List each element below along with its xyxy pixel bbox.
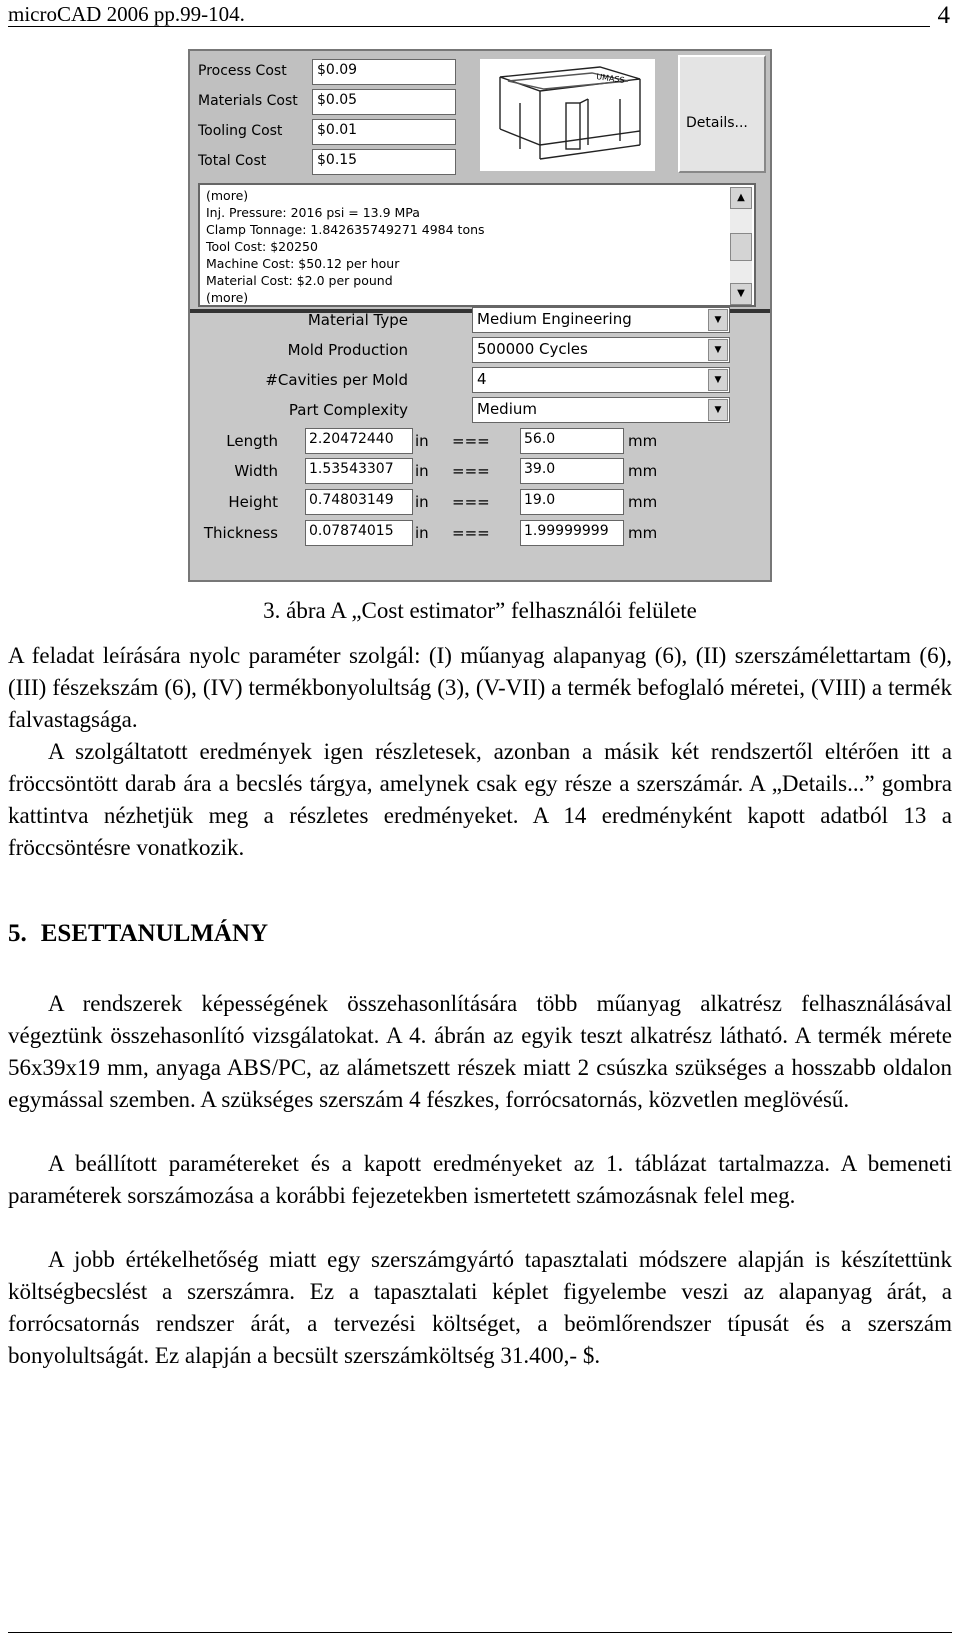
- width-label: Width: [234, 462, 278, 480]
- part-complexity-select[interactable]: [472, 397, 730, 423]
- total-cost-row: [198, 149, 458, 175]
- height-row: [190, 489, 770, 517]
- cavities-select[interactable]: [472, 367, 730, 393]
- part-drawing: [480, 59, 655, 171]
- info-line: Clamp Tonnage: 1.842635749271 4984 tons: [206, 222, 485, 237]
- chevron-down-icon[interactable]: ▼: [708, 399, 728, 421]
- material-type-value: Medium Engineering: [477, 310, 632, 328]
- info-line: Tool Cost: $20250: [206, 239, 318, 254]
- tooling-cost-field[interactable]: $0.01: [312, 119, 456, 145]
- width-row: [190, 458, 770, 486]
- cavities-label: #Cavities per Mold: [265, 371, 408, 389]
- unit-mm: mm: [628, 493, 658, 511]
- paragraph-results: A szolgáltatott eredmények igen részletesek, azonban a másik két rendszertől eltérően itt a fröccsöntött darab ára a becslés tárgya, amelynek csak egy része a szerszámár. A „Details...” gombra kattintva nézhetjük meg a részletes eredményeket. A 14 eredményként kapott adatból 13 a fröccsöntésre vonatkozik.: [8, 739, 952, 860]
- chevron-down-icon[interactable]: ▼: [708, 369, 728, 391]
- length-mm-input[interactable]: 56.0: [520, 428, 624, 454]
- paragraph-tool-cost: A jobb értékelhetőség miatt egy szerszámgyártó tapasztalati módszere alapján is készítettünk költségbecslést a szerszámra. Ez a tapasztalati képlet figyelembe veszi az alapanyag árát, a forrócsatornás rendszer árát, a tervezési költséget, a beömlőrendszer típusát és a szerszám bonyolultságát. Ez alapján a becsült szerszámköltség 31.400,- $.: [8, 1247, 952, 1368]
- footer-rule: [8, 1632, 952, 1633]
- length-inch-input[interactable]: 2.20472440: [305, 428, 413, 454]
- process-cost-field[interactable]: $0.09: [312, 59, 456, 85]
- scroll-thumb[interactable]: [730, 233, 752, 261]
- page-number: 4: [937, 2, 950, 29]
- chevron-down-icon[interactable]: ▼: [708, 339, 728, 361]
- section-heading: [8, 920, 268, 948]
- height-label: Height: [228, 493, 278, 511]
- process-cost-label: Process Cost: [198, 63, 287, 79]
- unit-equals: ===: [452, 432, 490, 450]
- total-cost-label: Total Cost: [198, 153, 267, 169]
- paragraph-comparison: A rendszerek képességének összehasonlítására több műanyag alkatrész felhasználásával végeztünk összehasonlító vizsgálatokat. A 4. ábrán az egyik teszt alkatrész látható. A termék mérete 56x39x19 mm, anyaga ABS/PC, az alámetszett részek miatt 2 csúszka szükséges a hosszabb oldalon egymással szemben. A szükséges szerszám 4 fészkes, forrócsatornás, közvetlen meglövésű.: [8, 991, 952, 1112]
- materials-cost-field[interactable]: $0.05: [312, 89, 456, 115]
- thickness-row: [190, 520, 770, 548]
- details-button-label: Details...: [686, 115, 748, 131]
- unit-equals: ===: [452, 524, 490, 542]
- chevron-down-icon[interactable]: ▼: [708, 309, 728, 331]
- width-inch-input[interactable]: 1.53543307: [305, 458, 413, 484]
- process-cost-row: [198, 59, 458, 85]
- cost-estimator-figure: [188, 49, 772, 582]
- cavities-row: [190, 367, 770, 395]
- length-row: [190, 428, 770, 456]
- cavities-value: 4: [477, 370, 487, 388]
- material-type-label: Material Type: [307, 311, 408, 329]
- info-line: Material Cost: $2.0 per pound: [206, 273, 393, 288]
- unit-in: in: [415, 493, 429, 511]
- tooling-cost-row: [198, 119, 458, 145]
- part-thumbnail: [480, 59, 655, 171]
- materials-cost-row: [198, 89, 458, 115]
- journal-reference: microCAD 2006 pp.99-104.: [8, 2, 245, 26]
- info-line: (more): [206, 188, 249, 203]
- thickness-inch-input[interactable]: 0.07874015: [305, 520, 413, 546]
- paragraph-table: A beállított paramétereket és a kapott eredményeket az 1. táblázat tartalmazza. A bemeneti paraméterek sorszámozása a korábbi fejezetekben ismertetett számozásnak felel meg.: [8, 1151, 952, 1208]
- section-number: 5.: [8, 920, 27, 947]
- section-title: ESETTANULMÁNY: [40, 920, 269, 947]
- part-complexity-value: Medium: [477, 400, 537, 418]
- unit-in: in: [415, 432, 429, 450]
- mold-production-row: [190, 337, 770, 365]
- material-type-select[interactable]: [472, 307, 730, 333]
- thickness-mm-input[interactable]: 1.99999999: [520, 520, 624, 546]
- unit-in: in: [415, 462, 429, 480]
- results-scrollbar[interactable]: [730, 187, 752, 305]
- scroll-down-arrow-icon[interactable]: ▼: [730, 283, 752, 305]
- unit-mm: mm: [628, 524, 658, 542]
- info-line: Machine Cost: $50.12 per hour: [206, 256, 400, 271]
- material-type-row: [190, 307, 770, 335]
- scroll-up-arrow-icon[interactable]: ▲: [730, 187, 752, 209]
- unit-equals: ===: [452, 462, 490, 480]
- thumbnail-label: UMASS: [595, 72, 626, 85]
- unit-mm: mm: [628, 462, 658, 480]
- total-cost-field[interactable]: $0.15: [312, 149, 456, 175]
- width-mm-input[interactable]: 39.0: [520, 458, 624, 484]
- info-line: (more): [206, 290, 249, 305]
- header-rule: [8, 26, 930, 27]
- unit-equals: ===: [452, 493, 490, 511]
- mold-production-label: Mold Production: [287, 341, 408, 359]
- figure-caption: 3. ábra A „Cost estimator” felhasználói felülete: [263, 598, 697, 623]
- page-header: [8, 0, 950, 30]
- unit-in: in: [415, 524, 429, 542]
- tooling-cost-label: Tooling Cost: [198, 123, 283, 139]
- unit-mm: mm: [628, 432, 658, 450]
- part-complexity-label: Part Complexity: [288, 401, 408, 419]
- results-textarea[interactable]: [198, 183, 756, 307]
- paragraph-parameters: A feladat leírására nyolc paraméter szolgál: (I) műanyag alapanyag (6), (II) szerszámélettartam (6), (III) fészekszám (6), (IV) termékbonyolultság (3), (V-VII) a termék befoglaló méretei, (VIII) a termék falvastagsága.: [8, 643, 952, 732]
- length-label: Length: [226, 432, 278, 450]
- height-mm-input[interactable]: 19.0: [520, 489, 624, 515]
- materials-cost-label: Materials Cost: [198, 93, 298, 109]
- mold-production-value: 500000 Cycles: [477, 340, 588, 358]
- mold-production-select[interactable]: [472, 337, 730, 363]
- info-line: Inj. Pressure: 2016 psi = 13.9 MPa: [206, 205, 420, 220]
- part-complexity-row: [190, 397, 770, 425]
- thickness-label: Thickness: [203, 524, 278, 542]
- cost-panel: [190, 51, 770, 313]
- height-inch-input[interactable]: 0.74803149: [305, 489, 413, 515]
- details-button[interactable]: [678, 55, 766, 173]
